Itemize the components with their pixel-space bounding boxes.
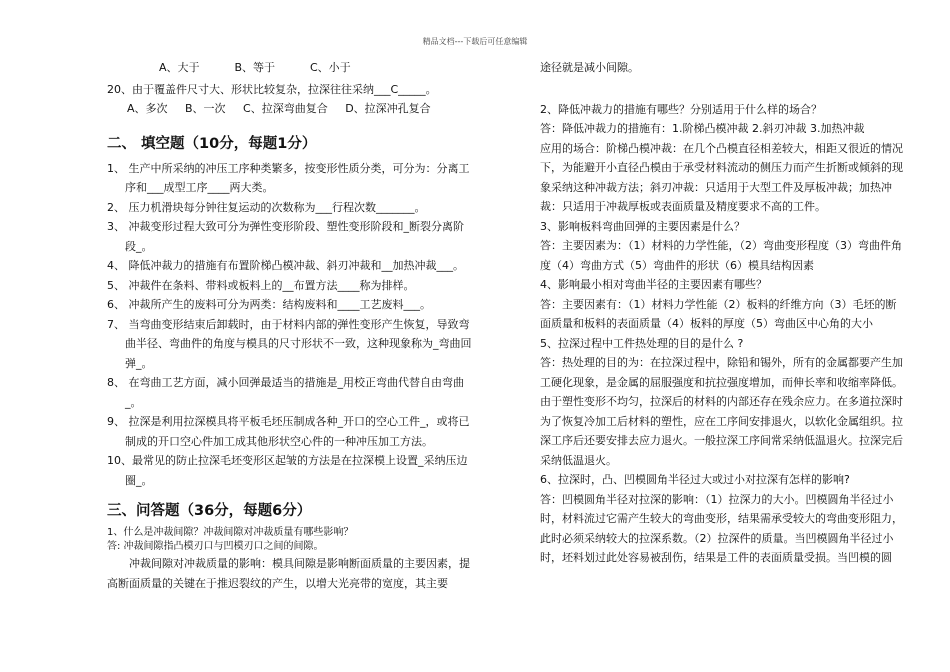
page-header: 精品文档---下载后可任意编辑	[422, 37, 528, 46]
fill-item-2: 2、 压力机滑块每分钟往复运动的次数称为___行程次数_______。	[107, 200, 426, 214]
question-20: 20、由于覆盖件尺寸大、形状比较复杂，拉深往往采纳___C_____。	[107, 82, 437, 96]
answer-1-definition: 答: 冲裁间隙指凸模刃口与凹模刃口之间的间隙。	[107, 541, 324, 552]
right-column	[540, 58, 905, 568]
section-3-title: 三、问答题（36分，每题6分）	[107, 503, 312, 519]
question-3: 3、影响板料弯曲回弹的主要因素是什么？	[540, 219, 745, 233]
fill-item-9: 9、 拉深是利用拉深模具将平板毛坯压制成各种_开口的空心工件_，或将已制成的开口空心件加工成其他形状空心件的一种冲压加工方法。	[107, 415, 470, 448]
fill-item-10: 10、最常见的防止拉深毛坯变形区起皱的方法是在拉深模上设置_采纳压边圈_。	[107, 454, 468, 487]
answer-1-effects: 冲裁间隙对冲裁质量的影响：模具间隙是影响断面质量的主要因素，提高断面质量的关键在于推迟裂纹的产生，以增大光亮带的宽度，其主要	[107, 557, 470, 590]
question-1: 1、什么是冲裁间隙？冲裁间隙对冲裁质量有哪些影响？	[107, 527, 354, 538]
answer-2-applications: 应用的场合：阶梯凸模冲裁：在几个凸模直径相差较大，相距又很近的情况下，为能避开小直径凸模由于承受材料流动的侧压力而产生折断或倾斜的现象采纳这种冲裁方法；斜刃冲裁：只适用于大型工件及厚板冲裁；加热冲裁：只适用于冲裁厚板或表面质量及精度要求不高的工件。	[540, 141, 903, 213]
question-2: 2、降低冲裁力的措施有哪些？分别适用于什么样的场合？	[540, 102, 822, 116]
q19-options: A、大于 B、等于 C、小于	[159, 61, 351, 74]
q20-options: A、多次 B、一次 C、拉深弯曲复合 D、拉深冲孔复合	[127, 102, 431, 115]
fill-item-1: 1、 生产中所采纳的冲压工序种类繁多，按变形性质分类，可分为：分离工序和___成型工序____两大类。	[107, 161, 470, 194]
fill-item-3: 3、 冲裁变形过程大致可分为弹性变形阶段、塑性变形阶段和_断裂分离阶段_。	[107, 220, 464, 253]
answer-1-continuation: 途径就是减小间隙。	[540, 61, 639, 74]
question-6: 6、拉深时，凸、凹模圆角半径过大或过小对拉深有怎样的影响?	[540, 473, 850, 486]
fill-item-7: 7、 当弯曲变形结束后卸载时，由于材料内部的弹性变形产生恢复，导致弯曲半径、弯曲件的角度与模具的尺寸形状不一致，这种现象称为_弯曲回弹_。	[107, 317, 472, 370]
question-4: 4、影响最小相对弯曲半径的主要因素有哪些？	[540, 278, 767, 291]
answer-5: 答：热处理的目的为：在拉深过程中，除铅和锡外，所有的金属都要产生加工硬化现象，是金属的屈服强度和抗拉强度增加，而伸长率和收缩率降低。由于塑性变形不均匀，拉深后的材料的内部还存在残余应力。在多道拉深时为了恢复冷加工后材料的塑性，应在工序间安排退火，以软化金属组织。拉深工序后还要安排去应力退火。一般拉深工序间常采纳低温退火。拉深完后采纳低温退火。	[540, 356, 903, 467]
fill-item-5: 5、 冲裁件在条料、带料或板料上的__布置方法____称为排样。	[107, 278, 415, 292]
fill-item-8: 8、 在弯曲工艺方面，减小回弹最适当的措施是_用校正弯曲代替自由弯曲_。	[107, 376, 464, 409]
fill-item-6: 6、 冲裁所产生的废料可分为两类：结构废料和____工艺废料___。	[107, 298, 431, 311]
answer-2-measures: 答：降低冲裁力的措施有：1.阶梯凸模冲裁 2.斜刃冲裁 3.加热冲裁	[540, 122, 865, 135]
fill-item-4: 4、 降低冲裁力的措施有布置阶梯凸模冲裁、斜刃冲裁和__加热冲裁___。	[107, 259, 464, 272]
left-column	[107, 58, 472, 593]
question-5: 5、拉深过程中工件热处理的目的是什么 ?	[540, 336, 744, 350]
answer-4: 答：主要因素有：（1）材料力学性能（2）板料的纤维方向（3）毛坯的断面质量和板料的表面质量（4）板料的厚度（5）弯曲区中心角的大小	[540, 297, 897, 330]
answer-6: 答：凹模圆角半径对拉深的影响：（1）拉深力的大小。凹模圆角半径过小时，材料流过它需产生较大的弯曲变形，结果需承受较大的弯曲变形阻力，此时必须采纳较大的拉深系数。（2）拉深件的质量。当凹模圆角半径过小时，坯料划过此处容易被刮伤，结果是工件的表面质量受损。当凹模的圆	[540, 492, 903, 564]
answer-3: 答：主要因素为：（1）材料的力学性能，（2）弯曲变形程度（3）弯曲件角度（4）弯曲方式（5）弯曲件的形状（6）模具结构因素	[540, 239, 902, 272]
section-2-title: 二、 填空题（10分，每题1分）	[107, 135, 317, 152]
